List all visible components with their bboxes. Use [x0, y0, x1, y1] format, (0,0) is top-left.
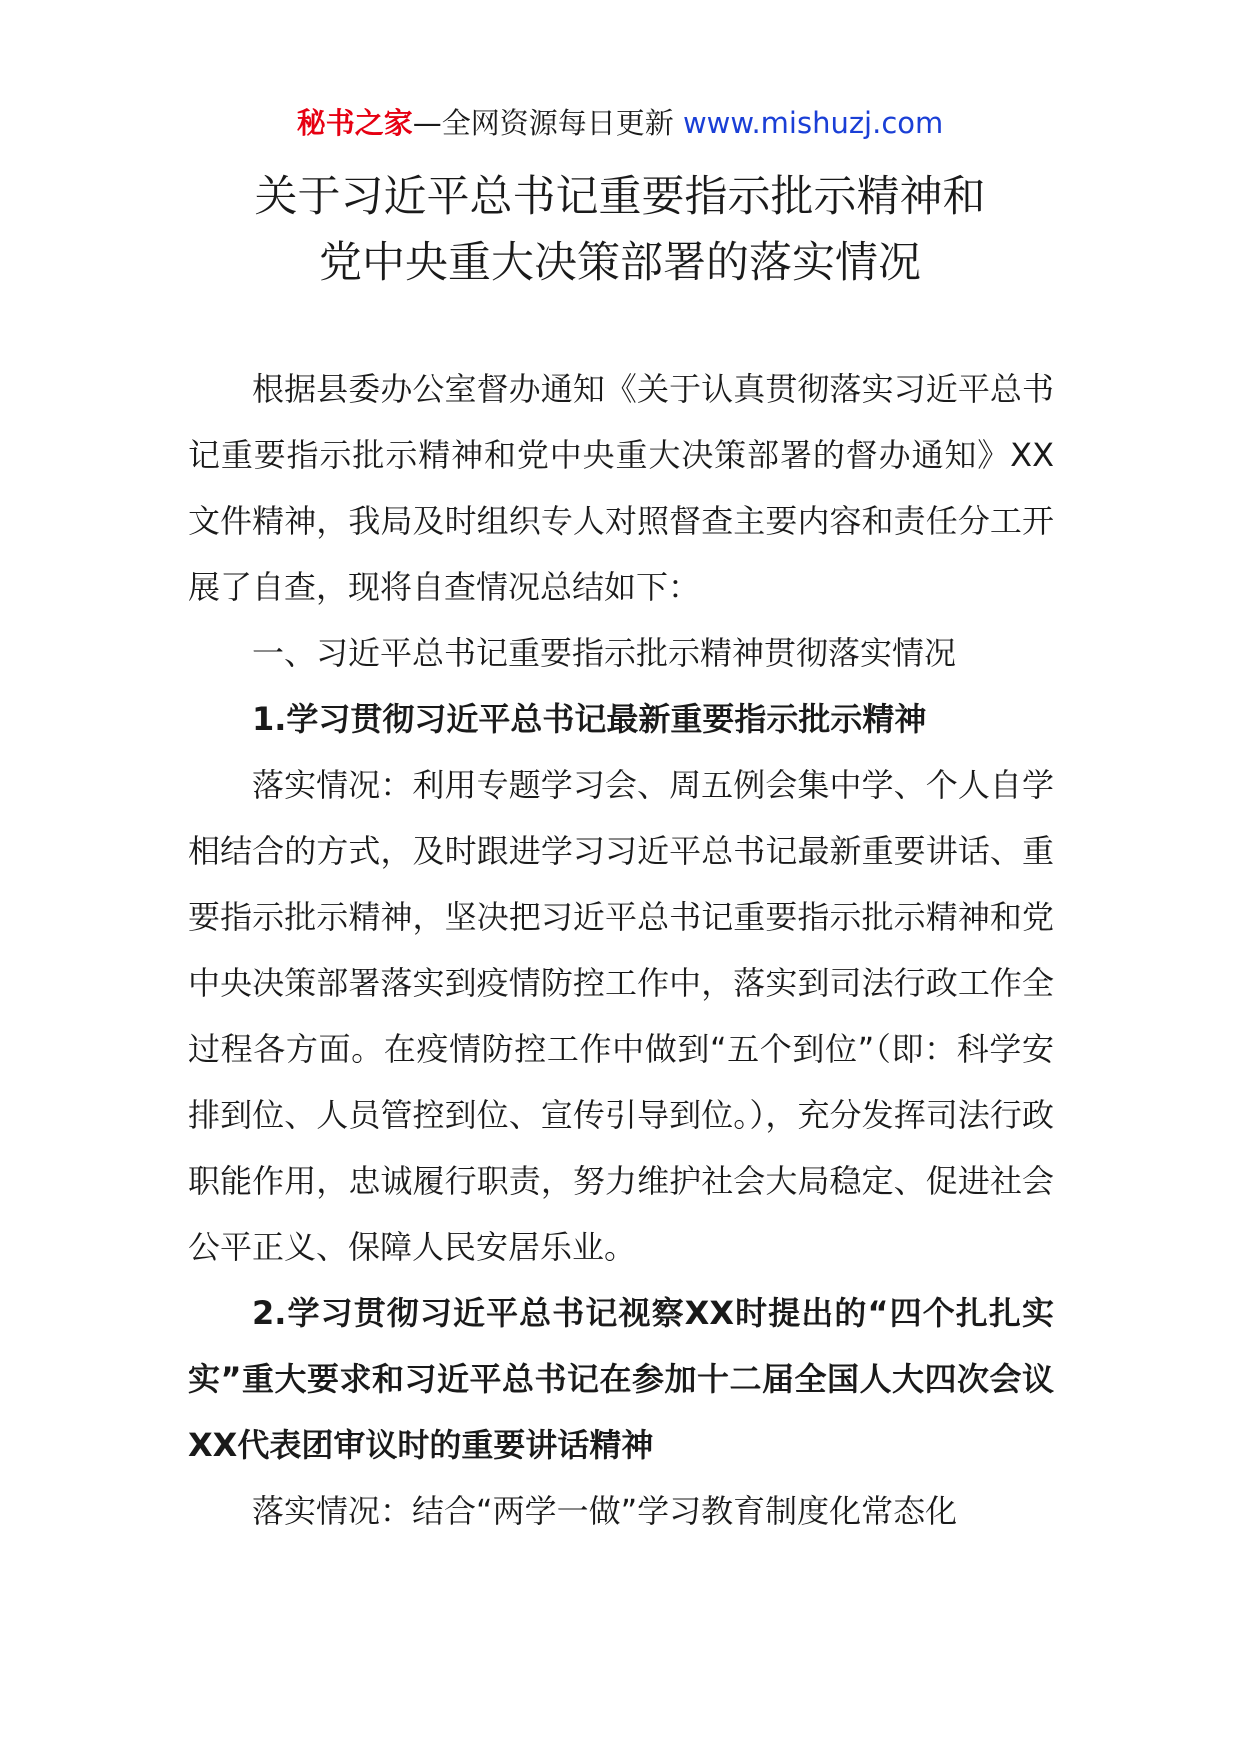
title-line-1: 关于习近平总书记重要指示批示精神和	[254, 172, 986, 222]
section-1-heading: 一、习近平总书记重要指示批示精神贯彻落实情况	[252, 634, 957, 672]
slogan: —全网资源每日更新	[412, 106, 674, 140]
brand-name: 秘书之家	[296, 106, 413, 140]
site-url-link[interactable]: www.mishuzj.com	[682, 106, 944, 140]
item-2-paragraph: 落实情况：结合“两学一做”学习教育制度化常态化	[252, 1492, 958, 1530]
item-2-heading: 2.学习贯彻习近平总书记视察XX时提出的“四个扎扎实实”重大要求和习近平总书记在参加十二届全国人大四次会议XX代表团审议时的重要讲话精神	[188, 1294, 1054, 1464]
site-header	[0, 103, 1240, 143]
intro-paragraph: 根据县委办公室督办通知《关于认真贯彻落实习近平总书记重要指示批示精神和党中央重大决策部署的督办通知》XX文件精神，我局及时组织专人对照督查主要内容和责任分工开展了自查，现将自查情况总结如下：	[188, 370, 1054, 606]
document-title	[0, 164, 1240, 296]
item-1-heading: 1.学习贯彻习近平总书记最新重要指示批示精神	[252, 700, 927, 738]
document-body	[188, 356, 1054, 1544]
title-line-2: 党中央重大决策部署的落实情况	[319, 238, 921, 288]
item-1-paragraph: 落实情况：利用专题学习会、周五例会集中学、个人自学相结合的方式，及时跟进学习习近平总书记最新重要讲话、重要指示批示精神，坚决把习近平总书记重要指示批示精神和党中央决策部署落实到疫情防控工作中，落实到司法行政工作全过程各方面。在疫情防控工作中做到“五个到位”（即：科学安排到位、人员管控到位、宣传引导到位。），充分发挥司法行政职能作用，忠诚履行职责，努力维护社会大局稳定、促进社会公平正义、保障人民安居乐业。	[188, 766, 1054, 1266]
